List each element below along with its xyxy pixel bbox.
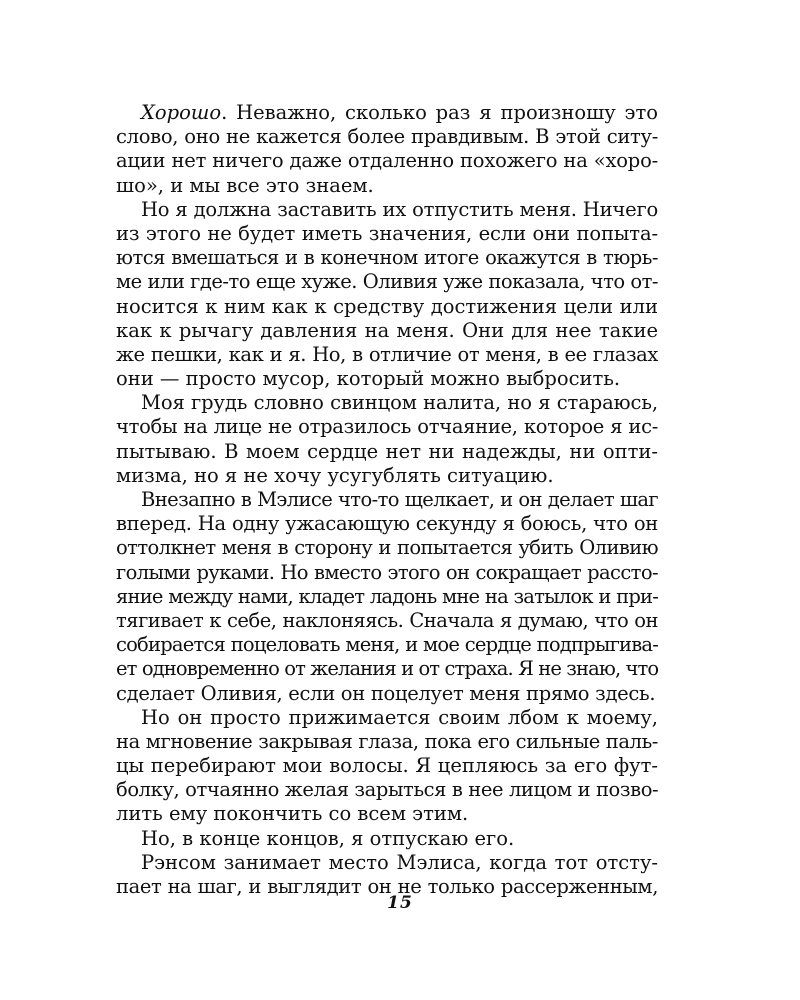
- text-line: [116, 802, 658, 826]
- line-text: Но я должна заставить их отпустить меня. Ничего: [141, 197, 658, 221]
- line-text: голыми руками. Но вместо этого он сокращает рассто-: [116, 560, 658, 584]
- paragraph: [116, 488, 658, 706]
- line-text: шо», и мы все это знаем.: [116, 173, 374, 197]
- line-text: вперед. На одну ужасающую секунду я боюсь, что он: [116, 512, 658, 536]
- line-text: из этого не будет иметь значения, если они попыта-: [116, 221, 658, 245]
- line-text: пытываю. В моем сердце нет ни надежды, ни опти-: [116, 439, 658, 463]
- line-text: собирается поцеловать меня, и мое сердце подпрыгива-: [116, 633, 658, 657]
- text-line: [116, 125, 658, 149]
- text-line: [116, 149, 658, 173]
- paragraph: [116, 198, 658, 392]
- line-text: . Неважно, сколько раз я произношу это: [221, 101, 658, 124]
- line-text: мизма, но я не хочу усугублять ситуацию.: [116, 463, 554, 487]
- text-line: [116, 827, 658, 851]
- line-text: на мгновение закрывая глаза, пока его сильные паль-: [116, 729, 658, 753]
- line-text: Внезапно в Мэлисе что-то щелкает, и он делает шаг: [141, 488, 658, 511]
- line-text: болку, отчаянно желая зарыться в нее лицом и позво-: [116, 778, 658, 802]
- text-line: [116, 391, 658, 415]
- text-line: [116, 222, 658, 246]
- text-line: [116, 778, 658, 802]
- text-line: [116, 706, 658, 730]
- line-text: Но, в конце концов, я отпускаю его.: [141, 826, 515, 850]
- line-text: цы перебирают мои волосы. Я цепляюсь за его фут-: [116, 754, 658, 778]
- line-text: они — просто мусор, который можно выбросить.: [116, 367, 621, 391]
- text-line: [116, 319, 658, 343]
- line-text: пает на шаг, и выглядит он не только рассерженным,: [116, 875, 658, 898]
- text-line: [116, 270, 658, 294]
- text-line: [116, 585, 658, 609]
- line-text: тягивает к себе, наклоняясь. Сначала я думаю, что он: [116, 608, 658, 632]
- text-line: [116, 295, 658, 319]
- text-line: [116, 536, 658, 560]
- paragraph: [116, 391, 658, 488]
- line-text: носится к ним как к средству достижения цели или: [116, 294, 658, 318]
- text-line: [116, 464, 658, 488]
- line-text: ации нет ничего даже отдаленно похожего на «хоро-: [116, 149, 658, 173]
- text-line: [116, 367, 658, 391]
- text-line: [116, 609, 658, 633]
- line-text: ет одновременно от желания и от страха. Я не знаю, что: [116, 657, 658, 681]
- text-line: [116, 682, 658, 706]
- text-line: [116, 633, 658, 657]
- line-text: ются вмешаться и в конечном итоге окажутся в тюрь-: [116, 246, 658, 270]
- line-text: слово, оно не кажется более правдивым. В этой ситу-: [116, 125, 658, 149]
- line-text: ме или где-то еще хуже. Оливия уже показала, что от-: [116, 270, 658, 294]
- text-line: [116, 101, 658, 125]
- line-text: сделает Оливия, если он поцелует меня прямо здесь.: [116, 681, 656, 705]
- line-text: чтобы на лице не отразилось отчаяние, которое я ис-: [116, 415, 658, 439]
- emphasis-text: Хорошо: [141, 101, 222, 124]
- paragraph: [116, 706, 658, 827]
- line-text: яние между нами, кладет ладонь мне на затылок и при-: [116, 584, 658, 608]
- text-line: [116, 488, 658, 512]
- page-number: 15: [387, 893, 413, 913]
- text-line: [116, 754, 658, 778]
- text-line: [116, 246, 658, 270]
- line-text: как к рычагу давления на меня. Они для нее такие: [116, 318, 658, 342]
- paragraph: [116, 101, 658, 198]
- body-text: [116, 101, 658, 899]
- text-line: [116, 730, 658, 754]
- text-line: [116, 657, 658, 681]
- text-line: [116, 851, 658, 875]
- paragraph: [116, 827, 658, 851]
- line-text: Моя грудь словно свинцом налита, но я стараюсь,: [141, 391, 658, 415]
- text-line: [116, 440, 658, 464]
- text-line: [116, 198, 658, 222]
- line-text: Но он просто прижимается своим лбом к моему,: [141, 705, 658, 729]
- text-line: [116, 174, 658, 198]
- line-text: оттолкнет меня в сторону и попытается убить Оливию: [116, 536, 658, 560]
- line-text: лить ему покончить со всем этим.: [116, 802, 469, 826]
- text-line: [116, 561, 658, 585]
- text-line: [116, 512, 658, 536]
- text-line: [116, 415, 658, 439]
- paragraph: [116, 851, 658, 899]
- text-line: [116, 343, 658, 367]
- line-text: Рэнсом занимает место Мэлиса, когда тот отсту-: [141, 850, 658, 874]
- line-text: же пешки, как и я. Но, в отличие от меня, в ее глазах: [116, 342, 658, 366]
